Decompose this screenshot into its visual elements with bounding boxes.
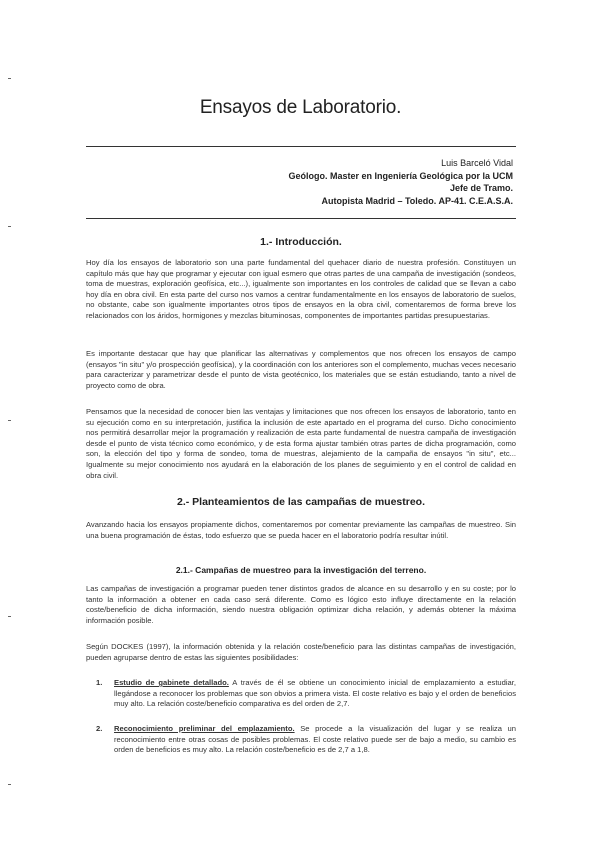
subsection-paragraph-1: Las campañas de investigación a programar pueden tener distintos grados de alcance en su desarrollo y en su coste; por lo tanto la información a obtener en cada caso será diferente. Como es lógico esto influye directamente en la relación coste/beneficio de dicha información, siendo nuestra obligación optimizar dicha relación, y además obtener la máxima información posible. <box>86 584 516 625</box>
margin-mark <box>8 784 11 785</box>
campaigns-paragraph-1: Avanzando hacia los ensayos propiamente dichos, comentaremos por comentar previamente las campañas de muestreo. Sin una buena programación de éstas, todo esfuerzo que se pueda hacer en el laboratorio podría resultar inútil. <box>86 520 516 540</box>
author-divider <box>86 218 516 219</box>
author-name: Luis Barceló Vidal <box>441 158 513 168</box>
list-item-text: A través de él se obtiene un conocimiento inicial de emplazamiento a estudiar, llegándose a reconocer los problemas que son obvios a primera vista. El coste relativo es bajo y el orden de beneficios muy alto. La relación coste/beneficio comparativa es del orden de 2,7. <box>114 678 516 709</box>
margin-mark <box>8 226 11 227</box>
intro-paragraph-2: Es importante destacar que hay que planificar las alternativas y complementos que nos ofrecen los ensayos de campo (ensayos "in situ" y/o prospección geofísica), y la coordinación con los anteriores son el complemento, muchas veces necesario para caracterizar y parametrizar desde el punto de vista geotécnico, los materiales que se están estudiando, tanto a nivel de proyecto como de obra. <box>86 349 516 390</box>
intro-paragraph-3: Pensamos que la necesidad de conocer bien las ventajas y limitaciones que nos ofrecen los ensayos de laboratorio, tanto en su ejecución como en su interpretación, justifica la inclusión de este apartado en el programa del curso. Dicho conocimiento nos permitirá desarrollar mejor la programación y realización de esta parte fundamental de nuestra campaña de investigación desde el punto de vista técnico como económico, y de esta forma ajustar también otras partes de dicha programación, como son, la elección del tipo y forma de sondeo, toma de muestras, alejamiento de la campaña de ensayos "in situ", etc... Igualmente su mejor conocimiento nos ayudará en la elaboración de los planes de seguimiento y en el control de calidad en obra civil. <box>86 407 516 480</box>
document-title: Ensayos de Laboratorio. <box>199 97 402 118</box>
author-block <box>288 157 513 207</box>
subsection-paragraph-2: Según DOCKES (1997), la información obtenida y la relación coste/beneficio para las distintas campañas de investigación, pueden agruparse dentro de estas las siguientes posibilidades: <box>86 642 516 662</box>
intro-paragraph-1: Hoy día los ensayos de laboratorio son una parte fundamental del quehacer diario de nuestra profesión. Constituyen un capítulo más que hay que programar y ejecutar con igual esmero que otras partes de una campaña de investigación (sondeos, toma de muestras, exploración geofísica, etc...), igualmente son importantes en los controles de calidad que se llevan a cabo hoy día en obra civil. En esta parte del curso nos vamos a centrar fundamentalmente en los ensayos de laboratorio de suelos, no obstante, cabe son igualmente importantes otros tipos de ensayos en la obra civil, comentaremos de forma breve los relacionados con los áridos, hormigones y mezclas bituminosas, componentes de importantes partidas presupuestarias. <box>86 258 516 320</box>
author-position: Jefe de Tramo. <box>449 183 513 193</box>
margin-mark <box>8 78 11 79</box>
list-item <box>96 724 516 756</box>
section-heading-campaigns: 2.- Planteamientos de las campañas de muestreo. <box>176 496 425 508</box>
margin-mark <box>8 616 11 617</box>
section-heading-introduction: 1.- Introducción. <box>260 236 342 248</box>
margin-mark <box>8 420 11 421</box>
list-item-number: 2. <box>96 724 103 733</box>
list-item-number: 1. <box>96 678 103 687</box>
list-item-text: Se procede a la visualización del lugar y se realiza un reconocimiento entre otras cosas de posibles problemas. El coste relativo puede ser de bajo a medio, su cambio es orden de beneficios es muy alto. La relación coste/beneficio es de 2,7 a 1,8. <box>114 724 516 755</box>
list-item-lead: Reconocimiento preliminar del emplazamiento. <box>114 724 295 733</box>
author-affiliation: Autopista Madrid – Toledo. AP-41. C.E.A.S.A. <box>321 195 513 206</box>
list-item <box>96 678 516 710</box>
author-degree: Geólogo. Master en Ingeniería Geológica por la UCM <box>288 170 513 181</box>
list-item-lead: Estudio de gabinete detallado. <box>114 678 229 687</box>
title-divider <box>86 146 516 147</box>
subsection-heading: 2.1.- Campañas de muestreo para la investigación del terreno. <box>175 565 427 575</box>
